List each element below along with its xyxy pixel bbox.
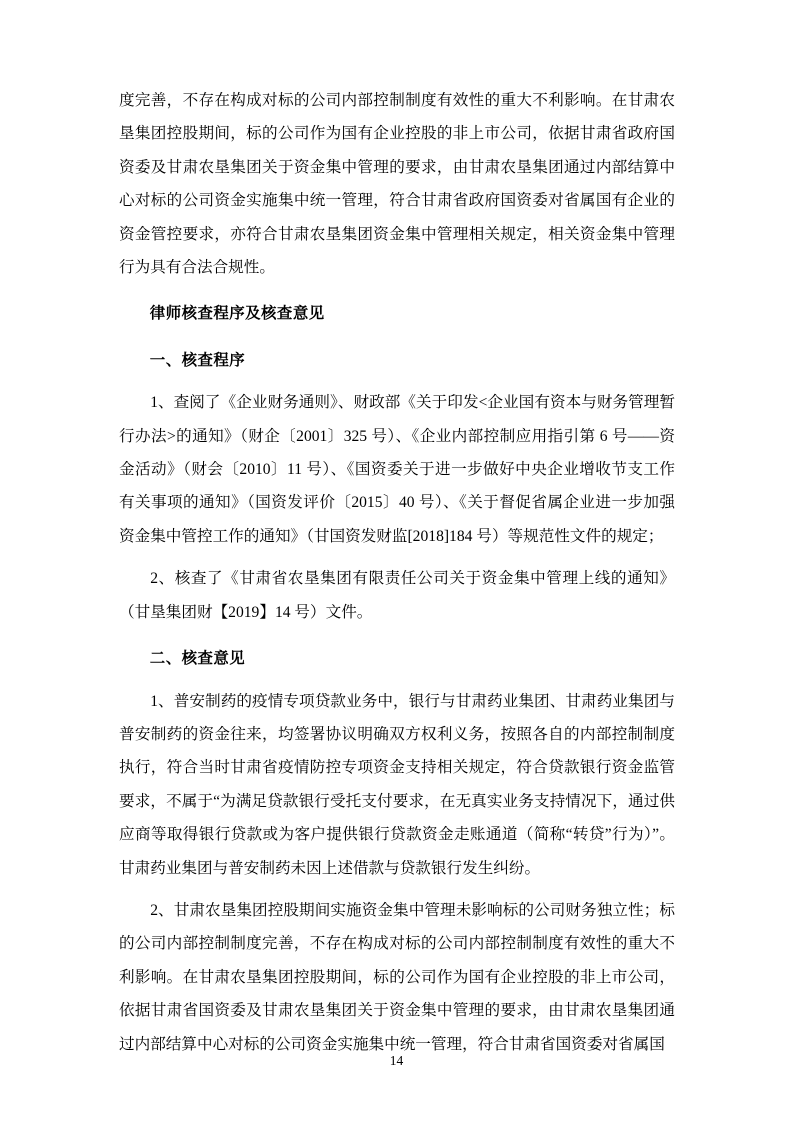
paragraph-procedure-item-1: 1、查阅了《企业财务通则》、财政部《关于印发<企业国有资本与财务管理暂行办法>的通知》（财企〔2001〕325 号）、《企业内部控制应用指引第 6 号——资金活动》（财会〔2010〕11 号）、《国资委关于进一步做好中央企业增收节支工作有关事项的通知》（国资发评价〔2015〕40 号）、《关于督促省属企业进一步加强资金集中管控工作的通知》（甘国资发财监[2018]184 号）等规范性文件的规定； [119,394,675,545]
paragraph-opinion-item-2: 2、甘肃农垦集团控股期间实施资金集中管理未影响标的公司财务独立性；标的公司内部控制制度完善，不存在构成对标的公司内部控制制度有效性的重大不利影响。在甘肃农垦集团控股期间，标的公司作为国有企业控股的非上市公司，依据甘肃省国资委及甘肃农垦集团关于资金集中管理的要求，由甘肃农垦集团通过内部结算中心对标的公司资金实施集中统一管理，符合甘肃省国资委对省属国 [119,901,675,1053]
document-content [119,84,675,1061]
section-heading-opinion: 二、核查意见 [149,650,246,668]
page-number: 14 [389,1053,404,1068]
section-heading-lawyer-verification: 律师核查程序及核查意见 [149,305,325,323]
paragraph-procedure-item-2: 2、核查了《甘肃省农垦集团有限责任公司关于资金集中管理上线的通知》（甘垦集团财【2019】14 号）文件。 [119,570,675,621]
paragraph-continuation: 度完善，不存在构成对标的公司内部控制制度有效性的重大不利影响。在甘肃农垦集团控股期间，标的公司作为国有企业控股的非上市公司，依据甘肃省政府国资委及甘肃农垦集团关于资金集中管理的要求，由甘肃农垦集团通过内部结算中心对标的公司资金实施集中统一管理，符合甘肃省政府国资委对省属国有企业的资金管控要求，亦符合甘肃农垦集团资金集中管理相关规定，相关资金集中管理行为具有合法合规性。 [119,92,675,277]
paragraph-opinion-item-1: 1、普安制药的疫情专项贷款业务中，银行与甘肃药业集团、甘肃药业集团与普安制药的资金往来，均签署协议明确双方权利义务，按照各自的内部控制制度执行，符合当时甘肃省疫情防控专项资金支持相关规定，符合贷款银行资金监管要求，不属于“为满足贷款银行受托支付要求，在无真实业务支持情况下，通过供应商等取得银行贷款或为客户提供银行贷款资金走账通道（简称“转贷”行为）”。甘肃药业集团与普安制药未因上述借款与贷款银行发生纠纷。 [119,692,675,877]
section-heading-procedure: 一、核查程序 [149,351,246,369]
